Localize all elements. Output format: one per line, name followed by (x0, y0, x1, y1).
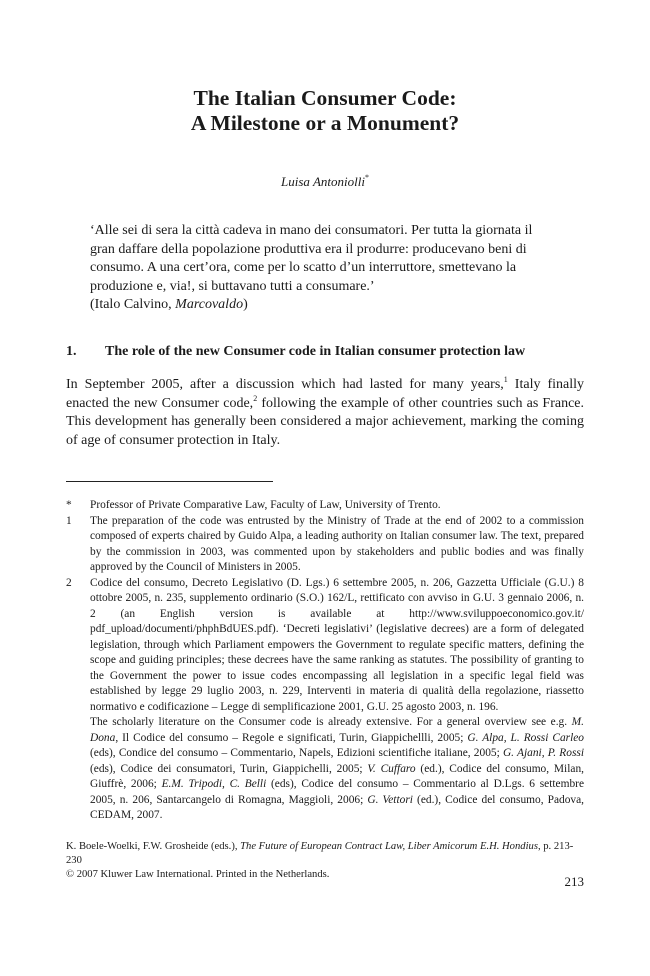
fn2-author-5: E.M. Tripodi, C. Belli (161, 778, 267, 790)
fn2-text-3: (eds), Codice dei consumatori, Turin, Giappichelli, 2005; (90, 762, 368, 775)
chapter-title (0, 86, 650, 136)
epigraph-line-3: consumo. A una cert’ora, come per lo scatto d’un interruttore, smettevano la (90, 260, 517, 275)
footnote-ref-1: 1 (503, 375, 508, 384)
footnote-2-mark: 2 (66, 576, 72, 589)
fn2-author-2: G. Alpa, L. Rossi Carleo (467, 731, 584, 744)
fn2-author-4: V. Cuffaro (367, 762, 416, 775)
footnote-2 (66, 576, 584, 824)
chapter-title-line-2: A Milestone or a Monument? (190, 111, 460, 135)
footnote-star-text: Professor of Private Comparative Law, Faculty of Law, University of Trento. (90, 499, 441, 511)
source-book-title: The Future of European Contract Law, Liber Amicorum E.H. Hondius (240, 841, 538, 852)
paragraph-text-1: In September 2005, after a discussion which had lasted for many years, (66, 377, 504, 392)
fn2-author-3: G. Ajani, P. Rossi (502, 747, 584, 759)
footnote-separator (66, 481, 273, 482)
author-footnote-marker: * (364, 173, 369, 182)
attribution-suffix: ) (243, 297, 248, 312)
attribution-prefix: (Italo Calvino, (90, 297, 176, 312)
footnote-ref-2: 2 (253, 393, 258, 403)
fn2-text-4: (ed.), Codice del consumo, Milan, Giuffrè, 2006; (90, 762, 584, 790)
section-number: 1. (66, 344, 77, 359)
fn2-author-6: G. Vettori (367, 793, 413, 806)
footnote-1-mark: 1 (66, 514, 72, 527)
fn2-text-5: (eds), Codice del consumo – Commentario al D.Lgs. 6 settembre 2005, n. 206, Santarcangelo di Romagna, Maggioli, 2006; (90, 778, 585, 806)
fn2-text-6: (ed.), Codice del consumo, Padova, CEDAM, 2007. (90, 793, 585, 821)
section-title: The role of the new Consumer code in Italian consumer protection law (105, 344, 526, 359)
epigraph-line-1: ‘Alle sei di sera la città cadeva in mano dei consumatori. Per tutta la giornata il (90, 223, 533, 238)
footnote-2-text-a: Codice del consumo, Decreto Legislativo (D. Lgs.) 6 settembre 2005, n. 206, Gazzetta Ufficiale (G.U.) 8 ottobre 2005, n. 235, supplemento ordinario (S.O.) 162/L, rettificato con avviso in G.U. 3 gennaio 2006, n. 2 (an English version is available at http://www.sviluppoeconomico.gov.it/ pdf_upload/documenti/phphBdUES.pdf). ‘Decreti legislativi’ (legislative decrees) are a form of delegated legislation, through which Parliament empowers the Government to regulate specific matters, defining the scope and guiding principles; these decrees have the same ranking as statutes. The possibility of granting to the Government the power to issue codes encompassing all legislation in a specific legal field was established by legge 29 luglio 2003, n. 229, Interventi in materia di qualità della regolazione, riassetto normativo e codificazione – Legge di semplificazione 2001, G.U. 25 agosto 2003, n. 196. (90, 576, 584, 713)
attribution-work: Marcovaldo (175, 297, 244, 312)
footnote-star (66, 498, 584, 514)
source-copyright: © 2007 Kluwer Law International. Printed in the Netherlands. (66, 869, 330, 880)
footnote-star-mark: * (66, 499, 72, 511)
footnote-1 (66, 514, 584, 576)
source-citation (66, 840, 586, 882)
section-heading (66, 343, 586, 361)
footnote-1-text: The preparation of the code was entrusted by the Ministry of Trade at the end of 2002 to a commission composed of experts chaired by Guido Alpa, a leading authority on Italian consumer law. The text, prepared by the commission in 2003, was commented upon by stakeholders and public bodies and was finally approved by the Council of Ministers in 2005. (90, 514, 584, 573)
footnotes (66, 498, 584, 824)
chapter-title-line-1: The Italian Consumer Code: (193, 86, 457, 110)
fn2-text-1: , Il Codice del consumo – Regole e significati, Turin, Giappichellli, 2005; (115, 731, 468, 744)
fn2-author-1: M. Dona (90, 716, 584, 744)
author-byline (0, 170, 650, 190)
body-paragraph (66, 376, 584, 450)
epigraph-attribution (90, 296, 560, 315)
paragraph-text-2: Italy finally enacted the new Consumer code, (66, 377, 584, 411)
footnote-2-text-b (90, 715, 584, 824)
epigraph-line-4: produzione e, via!, si buttavano tutti a consumare.’ (90, 278, 375, 294)
fn2-text-2: (eds), Condice del consumo – Commentario, Napels, Edizioni scientifiche italiane, 2005; (90, 747, 503, 759)
source-line-1 (66, 840, 586, 868)
source-pages: , p. 213-230 (66, 841, 574, 866)
epigraph-line-2: gran daffare della popolazione produttiva era il produrre: producevano beni di (90, 241, 527, 257)
source-prefix: K. Boele-Woelki, F.W. Grosheide (eds.), (66, 841, 241, 852)
fn2-intro: The scholarly literature on the Consumer code is already extensive. For a general overview see e.g. (90, 716, 572, 728)
epigraph (90, 222, 560, 315)
author-name: Luisa Antoniolli (281, 174, 365, 189)
page-number: 213 (564, 874, 584, 889)
paragraph-text-3: following the example of other countries such as France. This development has generally been considered a major achievement, marking the coming of age of consumer protection in Italy. (66, 395, 585, 448)
